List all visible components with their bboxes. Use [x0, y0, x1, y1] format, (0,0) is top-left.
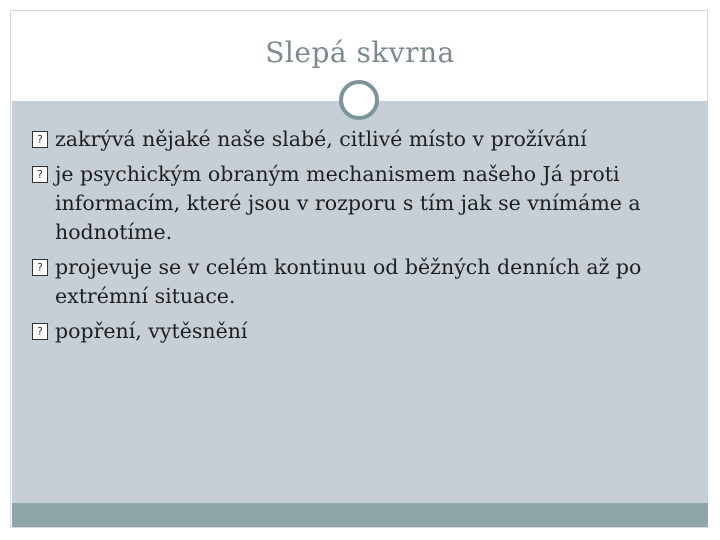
bullet-text: je psychickým obraným mechanismem našeho Já proti informacím, které jsou v rozporu s tím jak se vnímáme a hodnotíme. — [55, 162, 641, 244]
bullet-item — [0, 253, 700, 311]
bottom-accent-bar — [12, 503, 708, 527]
bullet-item — [0, 317, 700, 346]
bullet-text: popření, vytěsnění — [55, 319, 248, 343]
missing-glyph-box-icon — [32, 131, 48, 148]
slide-title: Slepá skvrna — [265, 36, 455, 69]
bullet-item — [0, 125, 700, 154]
bullet-list — [0, 125, 700, 352]
missing-glyph-box-icon — [32, 166, 48, 183]
circle-ornament-icon — [339, 80, 379, 120]
missing-glyph-box-icon — [32, 323, 48, 340]
missing-glyph-box-icon — [32, 259, 48, 276]
bullet-text: zakrývá nějaké naše slabé, citlivé místo v prožívání — [55, 127, 587, 151]
bullet-item — [0, 160, 700, 247]
bullet-text: projevuje se v celém kontinuu od běžných denních až po extrémní situace. — [55, 255, 642, 308]
